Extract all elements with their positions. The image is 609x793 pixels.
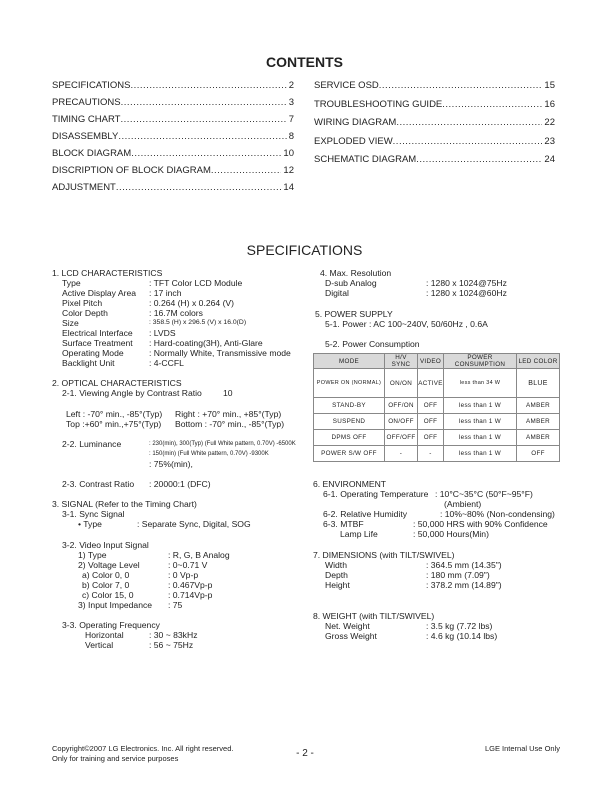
toc-label: SERVICE OSD	[314, 80, 379, 91]
table-cell: AMBER	[517, 430, 560, 446]
frequency-label: Horizontal	[85, 630, 124, 640]
humidity-label: 6-2. Relative Humidity	[323, 509, 408, 519]
spec-value: : 4-CCFL	[149, 358, 184, 368]
toc-entry[interactable]	[52, 179, 294, 196]
power-table	[313, 353, 560, 462]
contrast-label: 2-3. Contrast Ratio	[62, 479, 135, 489]
table-cell: OFF/ON	[385, 398, 418, 414]
spec-label: Type	[62, 278, 81, 288]
table-cell: less than 34 W	[444, 369, 517, 398]
spec-value: : Normally White, Transmissive mode	[149, 348, 291, 358]
video-value: : R, G, B Analog	[168, 550, 230, 560]
toc-label: DISCRIPTION OF BLOCK DIAGRAM	[52, 165, 211, 176]
section-heading: 6. ENVIRONMENT	[313, 479, 387, 489]
toc-label: PRECAUTIONS	[52, 97, 121, 108]
video-value: : 0 Vp-p	[168, 570, 199, 580]
luminance-line-1: : 230(min), 300(Typ) (Full White pattern, 0.70V) -6500K	[149, 441, 296, 447]
video-value: : 0.714Vp-p	[168, 590, 213, 600]
toc-page: 14	[283, 182, 294, 193]
frequency-heading: 3-3. Operating Frequency	[62, 620, 160, 630]
toc-entry[interactable]	[52, 94, 294, 111]
video-value: : 75	[168, 600, 183, 610]
section-heading: 4. Max. Resolution	[320, 268, 392, 278]
luminance-line-2: : 150(min) (Full White pattern, 0.70V) -9300K	[149, 451, 269, 457]
toc-entry[interactable]	[52, 128, 294, 145]
video-label: 1) Type	[78, 550, 107, 560]
table-cell: ACTIVE	[418, 369, 444, 398]
spec-value: : 0.264 (H) x 0.264 (V)	[149, 298, 235, 308]
luminance-label: 2-2. Luminance	[62, 439, 122, 449]
table-cell: POWER ON (NORMAL)	[314, 369, 385, 398]
table-row	[314, 430, 560, 446]
video-label: a) Color 0, 0	[82, 570, 130, 580]
video-value: : 0~0.71 V	[168, 560, 208, 570]
table-cell: OFF	[418, 430, 444, 446]
luminance-line-3: : 75%(min),	[149, 459, 193, 469]
toc-page: 12	[283, 165, 294, 176]
table-header: H/V SYNC	[385, 354, 418, 369]
page-number: - 2 -	[296, 748, 314, 759]
spec-label: Color Depth	[62, 308, 108, 318]
power-line: 5-1. Power : AC 100~240V, 50/60Hz , 0.6A	[325, 319, 488, 329]
table-cell: OFF	[418, 414, 444, 430]
toc-left	[52, 77, 294, 196]
temperature-value: : 10°C~35°C (50°F~95°F)	[435, 489, 533, 499]
toc-label: EXPLODED VIEW	[314, 135, 393, 147]
table-row	[314, 414, 560, 430]
section-heading: 3. SIGNAL (Refer to the Timing Chart)	[52, 499, 197, 509]
weight-label: Gross Weight	[325, 631, 377, 641]
table-cell: DPMS OFF	[314, 430, 385, 446]
toc-label: SPECIFICATIONS	[52, 80, 131, 91]
section-heading: 8. WEIGHT (with TILT/SWIVEL)	[313, 611, 435, 621]
spec-label: Active Display Area	[62, 288, 137, 298]
toc-page: 10	[283, 148, 294, 159]
section-heading: 7. DIMENSIONS (with TILT/SWIVEL)	[313, 550, 455, 560]
toc-page: 16	[544, 98, 555, 110]
table-cell: -	[385, 446, 418, 462]
spec-value: : TFT Color LCD Module	[149, 278, 243, 288]
video-label: 3) Input Impedance	[78, 600, 153, 610]
toc-entry[interactable]	[314, 151, 555, 170]
spec-label: Operating Mode	[62, 348, 124, 358]
table-header: POWER CONSUMPTION	[444, 354, 517, 369]
viewing-top: Top :+60° min.,+75°(Typ)	[66, 419, 162, 429]
toc-page: 22	[544, 117, 555, 128]
toc-entry[interactable]	[314, 114, 555, 133]
toc-label: ADJUSTMENT	[52, 182, 116, 193]
viewing-right: Right : +70° min., +85°(Typ)	[175, 409, 282, 419]
lamp-life-value: : 50,000 Hours(Min)	[413, 529, 489, 539]
section-heading: 5. POWER SUPPLY	[315, 309, 393, 319]
toc-page: 15	[544, 80, 555, 91]
toc-page: 7	[288, 114, 294, 125]
lcd-characteristics	[52, 268, 302, 368]
spec-value: : Hard-coating(3H), Anti-Glare	[149, 338, 263, 348]
video-value: : 0.467Vp-p	[168, 580, 213, 590]
toc-page: 3	[288, 97, 294, 108]
toc-entry[interactable]	[314, 77, 555, 96]
sync-type-value: : Separate Sync, Digital, SOG	[137, 519, 251, 529]
toc-label: SCHEMATIC DIAGRAM	[314, 154, 417, 165]
spec-label: Backlight Unit	[62, 358, 115, 368]
viewing-angle-label: 2-1. Viewing Angle by Contrast Ratio	[62, 388, 202, 398]
dimension-label: Width	[325, 560, 347, 570]
toc-entry[interactable]	[52, 162, 294, 179]
table-cell: ON/ON	[385, 369, 418, 398]
table-cell: OFF/OFF	[385, 430, 418, 446]
viewing-bottom: Bottom : -70° min., -85°(Typ)	[175, 419, 285, 429]
viewing-left: Left : -70° min., -85°(Typ)	[66, 409, 163, 419]
specifications-title: SPECIFICATIONS	[246, 242, 363, 258]
spec-label: Electrical Interface	[62, 328, 133, 338]
toc-entry[interactable]	[52, 111, 294, 128]
spec-value: : 358.5 (H) x 296.5 (V) x 16.0(D)	[149, 319, 247, 326]
toc-label: TROUBLESHOOTING GUIDE	[314, 98, 443, 110]
weight-value: : 3.5 kg (7.72 lbs)	[426, 621, 493, 631]
table-cell: OFF	[517, 446, 560, 462]
humidity-value: : 10%~80% (Non-condensing)	[440, 509, 555, 519]
toc-label: TIMING CHART	[52, 114, 121, 125]
contrast-value: : 20000:1 (DFC)	[149, 479, 211, 489]
dimension-value: : 378.2 mm (14.89")	[426, 580, 502, 590]
viewing-angle-ratio: 10	[223, 388, 233, 398]
resolution-value: : 1280 x 1024@60Hz	[426, 288, 507, 298]
footer-training: Only for training and service purposes	[52, 754, 179, 763]
table-cell: AMBER	[517, 398, 560, 414]
mtbf-label: 6-3. MTBF	[323, 519, 364, 529]
frequency-label: Vertical	[85, 640, 114, 650]
lamp-life-label: Lamp Life	[340, 529, 378, 539]
toc-page: 8	[288, 131, 294, 142]
resolution-value: : 1280 x 1024@75Hz	[426, 278, 507, 288]
mtbf-value: : 50,000 HRS with 90% Confidence	[413, 519, 548, 529]
video-heading: 3-2. Video Input Signal	[62, 540, 149, 550]
toc-label: DISASSEMBLY	[52, 131, 119, 142]
table-cell: ON/OFF	[385, 414, 418, 430]
weight-value: : 4.6 kg (10.14 lbs)	[426, 631, 498, 641]
contents-title: CONTENTS	[266, 54, 343, 70]
temperature-note: (Ambient)	[444, 499, 482, 509]
table-cell: AMBER	[517, 414, 560, 430]
table-cell: SUSPEND	[314, 414, 385, 430]
weight-label: Net. Weight	[325, 621, 370, 631]
table-row	[314, 369, 560, 398]
spec-value: : 16.7M colors	[149, 308, 203, 318]
spec-label: Surface Treatment	[62, 338, 133, 348]
spec-value: : 17 inch	[149, 288, 182, 298]
spec-label: Size	[62, 318, 79, 328]
table-cell: -	[418, 446, 444, 462]
dimension-value: : 364.5 mm (14.35")	[426, 560, 502, 570]
toc-label: BLOCK DIAGRAM	[52, 148, 132, 159]
footer-copyright: Copyright©2007 LG Electronics. Inc. All right reserved.	[52, 744, 234, 753]
section-heading: 1. LCD CHARACTERISTICS	[52, 268, 163, 278]
spec-label: Pixel Pitch	[62, 298, 103, 308]
spec-value: : LVDS	[149, 328, 176, 338]
sync-heading: 3-1. Sync Signal	[62, 509, 125, 519]
video-label: c) Color 15, 0	[82, 590, 134, 600]
footer-internal: LGE Internal Use Only	[484, 744, 560, 753]
dimension-label: Depth	[325, 570, 348, 580]
video-label: 2) Voltage Level	[78, 560, 140, 570]
power-consumption-label: 5-2. Power Consumption	[325, 339, 420, 349]
table-cell: BLUE	[517, 369, 560, 398]
table-header: MODE	[314, 354, 385, 369]
toc-page: 2	[288, 80, 294, 91]
video-label: b) Color 7, 0	[82, 580, 130, 590]
resolution-label: Digital	[325, 288, 349, 298]
table-row	[314, 398, 560, 414]
table-cell: less than 1 W	[444, 414, 517, 430]
toc-entry[interactable]	[314, 133, 555, 152]
toc-label: WIRING DIAGRAM	[314, 117, 397, 128]
table-row	[314, 446, 560, 462]
table-header: VIDEO	[418, 354, 444, 369]
toc-entry[interactable]	[52, 77, 294, 94]
toc-page: 24	[544, 154, 555, 165]
section-heading: 2. OPTICAL CHARACTERISTICS	[52, 378, 182, 388]
toc-right	[314, 77, 555, 170]
table-header: LED COLOR	[517, 354, 560, 369]
toc-entry[interactable]	[314, 96, 555, 115]
table-cell: less than 1 W	[444, 446, 517, 462]
dimension-value: : 180 mm (7.09")	[426, 570, 490, 580]
table-cell: STAND-BY	[314, 398, 385, 414]
toc-page: 23	[544, 135, 555, 147]
sync-type-label: • Type	[78, 519, 102, 529]
frequency-value: : 56 ~ 75Hz	[149, 640, 194, 650]
dimension-label: Height	[325, 580, 350, 590]
toc-entry[interactable]	[52, 145, 294, 162]
frequency-value: : 30 ~ 83kHz	[149, 630, 198, 640]
temperature-label: 6-1. Operating Temperature	[323, 489, 429, 499]
table-cell: POWER S/W OFF	[314, 446, 385, 462]
table-cell: less than 1 W	[444, 430, 517, 446]
table-cell: less than 1 W	[444, 398, 517, 414]
table-cell: OFF	[418, 398, 444, 414]
resolution-label: D-sub Analog	[325, 278, 377, 288]
